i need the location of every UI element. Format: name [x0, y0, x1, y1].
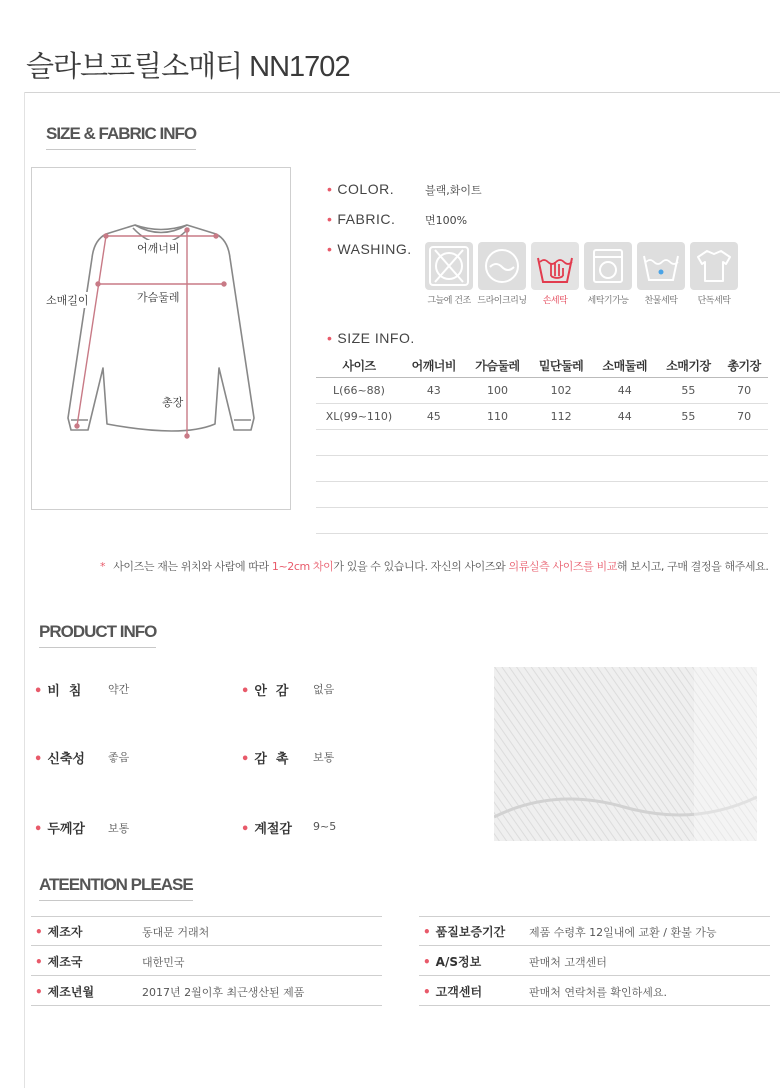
- column-header: 총기장: [720, 355, 768, 377]
- bullet-icon: •: [35, 985, 43, 999]
- attention-label: • 고객센터: [423, 985, 483, 999]
- column-header: 가슴둘레: [466, 355, 530, 377]
- bullet-icon: •: [327, 181, 333, 197]
- washing-caption: 드라이크리닝: [477, 296, 527, 306]
- product-info-value: 9~5: [313, 820, 337, 833]
- bullet-icon: •: [423, 955, 431, 969]
- washing-caption: 찬물세탁: [644, 296, 678, 306]
- product-info-label: • 감 촉: [241, 752, 289, 767]
- attention-label: • 품질보증기간: [423, 925, 506, 939]
- attention-value: 판매처 고객센터: [529, 956, 607, 969]
- table-cell: 70: [720, 377, 768, 403]
- color-value: 블랙,화이트: [425, 184, 482, 197]
- table-cell: 44: [593, 403, 657, 429]
- attention-label: • 제조년월: [35, 985, 95, 999]
- attention-row: [419, 976, 770, 1006]
- table-cell: 70: [720, 403, 768, 429]
- fabric-value: 면100%: [425, 214, 468, 227]
- size-note: [100, 558, 768, 574]
- label-length: 총장: [162, 396, 184, 409]
- product-info-value: 보통: [313, 751, 335, 764]
- washing-item: [637, 242, 685, 306]
- product-info-label: • 두께감: [34, 822, 85, 837]
- asterisk-icon: *: [100, 560, 106, 573]
- product-info-label: • 신축성: [34, 752, 85, 767]
- table-cell: 102: [529, 377, 593, 403]
- column-header: 밑단둘레: [529, 355, 593, 377]
- table-header-row: [316, 355, 768, 377]
- bullet-icon: •: [327, 330, 333, 346]
- column-header: 소매기장: [657, 355, 721, 377]
- color-label: • COLOR.: [327, 181, 395, 197]
- label-sleeve: 소매길이: [46, 294, 89, 307]
- note-highlight: 1~2cm 차이: [271, 560, 334, 573]
- attention-row: [31, 976, 382, 1006]
- divider: [24, 92, 780, 93]
- bullet-icon: •: [34, 684, 43, 699]
- attention-value: 동대문 거래처: [142, 926, 210, 939]
- fabric-texture-image: [494, 667, 757, 841]
- table-cell: 100: [466, 377, 530, 403]
- attention-value: 대한민국: [142, 956, 185, 969]
- note-highlight: 의류실측 사이즈를 비교: [508, 560, 617, 573]
- attention-value: 제품 수령후 12일내에 교환 / 환불 가능: [529, 926, 717, 939]
- bullet-icon: •: [35, 955, 43, 969]
- washing-item: [425, 242, 473, 306]
- table-cell: 43: [402, 377, 466, 403]
- section-heading-attention: ATEENTION PLEASE: [39, 875, 193, 894]
- bullet-icon: •: [423, 925, 431, 939]
- bullet-icon: •: [241, 684, 250, 699]
- washing-item: [690, 242, 738, 306]
- table-row-empty: [316, 429, 768, 455]
- column-header: 소매둘레: [593, 355, 657, 377]
- note-text: 가 있을 수 있습니다. 자신의 사이즈와: [333, 560, 509, 573]
- table-cell: 112: [529, 403, 593, 429]
- attention-label: • A/S정보: [423, 955, 482, 969]
- label-shoulder: 어깨너비: [137, 242, 180, 255]
- bullet-icon: •: [34, 752, 43, 767]
- bullet-icon: •: [327, 241, 333, 257]
- washing-item: [478, 242, 526, 306]
- product-info-value: 약간: [108, 683, 130, 696]
- hand-wash-icon: [531, 242, 579, 290]
- attention-label: • 제조자: [35, 925, 83, 939]
- no-tumble-dry-icon: [425, 242, 473, 290]
- table-row: [316, 403, 768, 429]
- table-row-empty: [316, 507, 768, 533]
- product-info-label: • 계절감: [241, 822, 292, 837]
- bullet-icon: •: [34, 822, 43, 837]
- washing-caption: 손세탁: [542, 296, 568, 306]
- note-text: 사이즈는 재는 위치와 사람에 따라: [110, 560, 272, 573]
- attention-value: 판매처 연락처를 확인하세요.: [529, 986, 668, 999]
- fabric-label: • FABRIC.: [327, 211, 396, 227]
- table-cell: 44: [593, 377, 657, 403]
- column-header: 어깨너비: [402, 355, 466, 377]
- size-info-label: • SIZE INFO.: [327, 330, 415, 346]
- washing-caption: 그늘에 건조: [427, 296, 471, 306]
- product-info-value: 좋음: [108, 751, 130, 764]
- washing-item: [584, 242, 632, 306]
- note-text: 해 보시고, 구매 결정을 해주세요.: [616, 560, 769, 573]
- section-heading-product-info: PRODUCT INFO: [39, 622, 157, 641]
- product-title: 슬라브프릴소매티 NN1702: [26, 51, 350, 83]
- product-info-label: • 비 침: [34, 684, 82, 699]
- bullet-icon: •: [327, 211, 333, 227]
- section-heading-size-fabric: SIZE & FABRIC INFO: [46, 124, 197, 143]
- attention-label: • 제조국: [35, 955, 83, 969]
- table-cell: L(66~88): [316, 377, 402, 403]
- attention-row: [419, 916, 770, 946]
- table-row-empty: [316, 481, 768, 507]
- product-info-value: 없음: [313, 683, 335, 696]
- table-cell: 110: [466, 403, 530, 429]
- bullet-icon: •: [241, 822, 250, 837]
- washing-label: • WASHING.: [327, 241, 412, 257]
- column-header: 사이즈: [316, 355, 402, 377]
- attention-row: [419, 946, 770, 976]
- dry-clean-icon: [478, 242, 526, 290]
- table-cell: 55: [657, 377, 721, 403]
- divider: [24, 92, 25, 1088]
- washing-icons: [425, 242, 745, 308]
- tshirt-outline-icon: [32, 168, 290, 509]
- washing-machine-icon: [584, 242, 632, 290]
- attention-value: 2017년 2월이후 최근생산된 제품: [142, 986, 305, 999]
- washing-caption: 단독세탁: [697, 296, 731, 306]
- table-cell: 55: [657, 403, 721, 429]
- product-info-label: • 안 감: [241, 684, 289, 699]
- attention-row: [31, 946, 382, 976]
- table-row: [316, 377, 768, 403]
- garment-diagram: [31, 167, 291, 510]
- table-row-empty: [316, 455, 768, 481]
- single-wash-icon: [690, 242, 738, 290]
- attention-row: [31, 916, 382, 946]
- table-cell: 45: [402, 403, 466, 429]
- washing-caption: 세탁기가능: [587, 296, 629, 306]
- bullet-icon: •: [35, 925, 43, 939]
- product-info-value: 보통: [108, 822, 130, 835]
- washing-item: [531, 242, 579, 306]
- size-table: [316, 355, 768, 534]
- bullet-icon: •: [423, 985, 431, 999]
- table-cell: XL(99~110): [316, 403, 402, 429]
- bullet-icon: •: [241, 752, 250, 767]
- label-chest: 가슴둘레: [137, 291, 180, 304]
- bleach-icon: [637, 242, 685, 290]
